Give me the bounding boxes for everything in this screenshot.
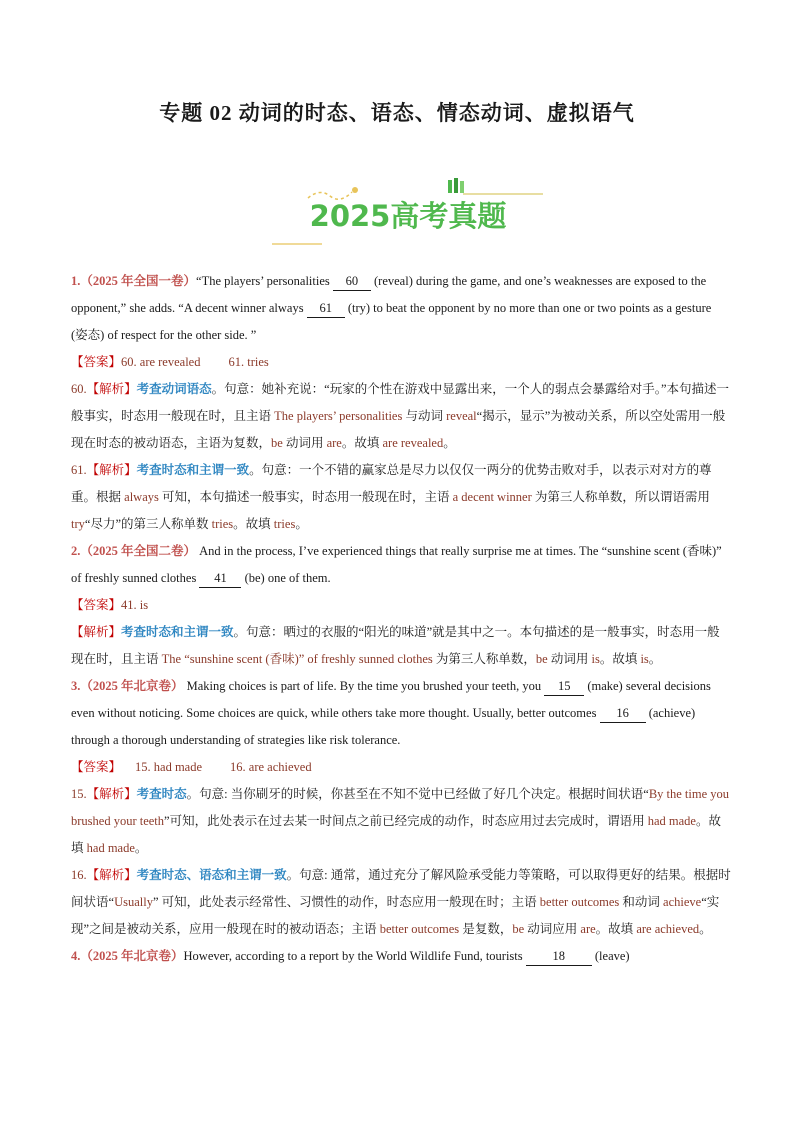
section-banner [268,172,548,252]
explanation-text: ”可知，此处表示在过去某一时间点之前已经完成的动作，时态应用过去完成时，谓语用 [164,814,648,828]
explanation-text: 。故填 [71,814,721,855]
explanation-text: 。 [134,841,148,855]
explanation-number: 15. [71,787,87,801]
explanation-60 [71,376,731,457]
explanation-term: better outcomes [539,895,620,909]
page-title: 专题 02 动词的时态、语态、情态动词、虚拟语气 [159,101,635,125]
explanation-topic: 考查时态和主谓一致 [121,625,234,639]
blank-field: 41 [199,569,241,588]
question-3 [71,673,731,754]
question-source: （2025 年北京卷） [80,949,184,963]
answer-value: 60. are revealed [121,355,201,369]
answer-label: 【答案】 [71,598,122,612]
answer-value: 41. is [121,598,149,612]
explanation-term: try [71,517,85,531]
explanation-text: 。 [648,652,662,666]
question-text: (be) one of them. [241,571,331,585]
question-number: 3. [71,679,81,693]
explanation-text: 动词应用 [524,922,581,936]
explanation-15 [71,781,731,862]
explanation-16 [71,862,731,943]
question-text: (try) to beat the opponent by no more than one or two points as a gesture (姿态) of respect for the other side. ” [71,301,712,342]
explanation-term: The “sunshine scent (香味)” of freshly sunned clothes [161,652,433,666]
banner-title: 2025高考真题 [309,199,507,233]
question-2 [71,538,731,592]
explanation-text: 为第三人称单数，所以谓语需用 [531,490,710,504]
explanation-text: 。句意：晒过的衣服的“阳光的味道”就是其中之一。本句描述的是一般事实，时态用一般现在时，且主语 [71,625,720,666]
explanation-text: 动词用 [282,436,327,450]
explanation-term: be [271,436,283,450]
question-4 [71,943,731,970]
question-text: (achieve) through a thorough understanding of strategies like risk tolerance. [71,706,696,747]
answer-line [71,592,731,619]
explanation-text: 。句意：她补充说：“玩家的个性在游戏中显露出来，一个人的弱点会暴露给对手。”本句描述一般事实，时态用一般现在时，且主语 [71,382,730,423]
explanation-text: 是复数， [459,922,513,936]
explanation-term: is [640,652,649,666]
explanation-text: 。句意: 当你刷牙的时候，你甚至在不知不觉中已经做了好几个决定。根据时间状语“ [186,787,649,801]
explanation-term: reveal [446,409,477,423]
question-text: And in the process, I’ve experienced things that really surprise me at times. The “sunshine scent (香味)” of freshly sunned clothes [71,544,722,585]
question-number: 2. [71,544,81,558]
explanation-text: 。句意: 通常，通过充分了解风险承受能力等策略，可以取得更好的结果。根据时间状语“ [71,868,731,909]
answer-label: 【答案】 [71,355,122,369]
answer-value: 16. are achieved [230,760,312,774]
explanation-term: Usually [114,895,153,909]
question-1 [71,268,731,349]
explanation-topic: 考查时态、语态和主谓一致 [136,868,287,882]
explanation-term: are [326,436,342,450]
explanation-topic: 考查时态和主谓一致 [136,463,250,477]
explanation-text: 和动词 [619,895,664,909]
explanation-41 [71,619,731,673]
document-body [71,268,731,970]
explanation-text: 。 [295,517,308,531]
explanation-label: 【解析】 [86,787,137,801]
explanation-label: 【解析】 [86,463,137,477]
explanation-term: be [535,652,548,666]
explanation-label: 【解析】 [71,625,122,639]
question-number: 1. [71,274,81,288]
explanation-number: 61. [71,463,87,477]
blank-field: 15 [544,677,584,696]
explanation-text: “尽力”的第三人称单数 [84,517,212,531]
question-text: (leave) [591,949,630,963]
question-text: However, according to a report by the World Wildlife Fund, tourists [183,949,526,963]
blank-field: 61 [307,299,345,318]
explanation-text: 与动词 [402,409,447,423]
question-text: “The players’ personalities [196,274,333,288]
explanation-term: are achieved [636,922,700,936]
question-source: （2025 年北京卷） [80,679,184,693]
blank-field: 60 [333,272,371,291]
answer-line [71,349,731,376]
explanation-text: 。 [699,922,712,936]
explanation-text: 。故填 [233,517,274,531]
explanation-term: tries [211,517,234,531]
blank-field: 16 [600,704,646,723]
explanation-text: “揭示，显示”为被动关系，所以空处需用一般现在时态的被动语态，主语为复数， [71,409,726,450]
blank-field: 18 [526,947,592,966]
explanation-term: is [591,652,600,666]
explanation-text: 。故填 [599,652,641,666]
explanation-label: 【解析】 [86,868,137,882]
explanation-term: always [124,490,159,504]
explanation-text: 动词用 [547,652,592,666]
explanation-number: 60. [71,382,87,396]
question-number: 4. [71,949,81,963]
explanation-text: 。故填 [341,436,383,450]
explanation-term: had made [647,814,696,828]
explanation-term: are [580,922,596,936]
explanation-term: tries [273,517,296,531]
explanation-term: are revealed [382,436,444,450]
question-source: （2025 年全国一卷） [80,274,197,288]
explanation-text: 可知，本句描述一般事实，时态用一般现在时，主语 [158,490,453,504]
explanation-topic: 考查动词语态 [136,382,212,396]
explanation-text: ” 可知，此处表示经常性、习惯性的动作，时态应用一般现在时；主语 [152,895,540,909]
explanation-term: had made [86,841,135,855]
explanation-61 [71,457,731,538]
explanation-text: 。 [443,436,456,450]
explanation-label: 【解析】 [86,382,137,396]
explanation-term: be [512,922,525,936]
explanation-term: achieve [663,895,702,909]
question-text: Making choices is part of life. By the time you brushed your teeth, you [183,679,545,693]
explanation-term: By the time you brushed your teeth [71,787,730,828]
question-text: (make) several decisions even without noticing. Some choices are quick, while others take more thought. Usually, better outcomes [71,679,711,720]
explanation-term: a decent winner [452,490,532,504]
answer-label: 【答案】 [71,760,122,774]
explanation-text: “实现”之间是被动关系，应用一般现在时的被动语态；主语 [71,895,720,936]
answer-value: 15. had made [135,760,203,774]
explanation-text: 。句意：一个不错的赢家总是尽力以仅仅一两分的优势击败对手，以表示对对方的尊重。根据 [71,463,712,504]
answer-value: 61. tries [228,355,269,369]
explanation-text: 为第三人称单数， [432,652,536,666]
explanation-number: 16. [71,868,87,882]
question-source: （2025 年全国二卷） [80,544,197,558]
answer-line [71,754,731,781]
question-text: (reveal) during the game, and one’s weaknesses are exposed to the opponent,” she adds. “A decent winner always [71,274,707,315]
explanation-term: better outcomes [379,922,460,936]
explanation-text: 。故填 [595,922,637,936]
explanation-topic: 考查时态 [136,787,187,801]
explanation-term: The players’ personalities [274,409,403,423]
